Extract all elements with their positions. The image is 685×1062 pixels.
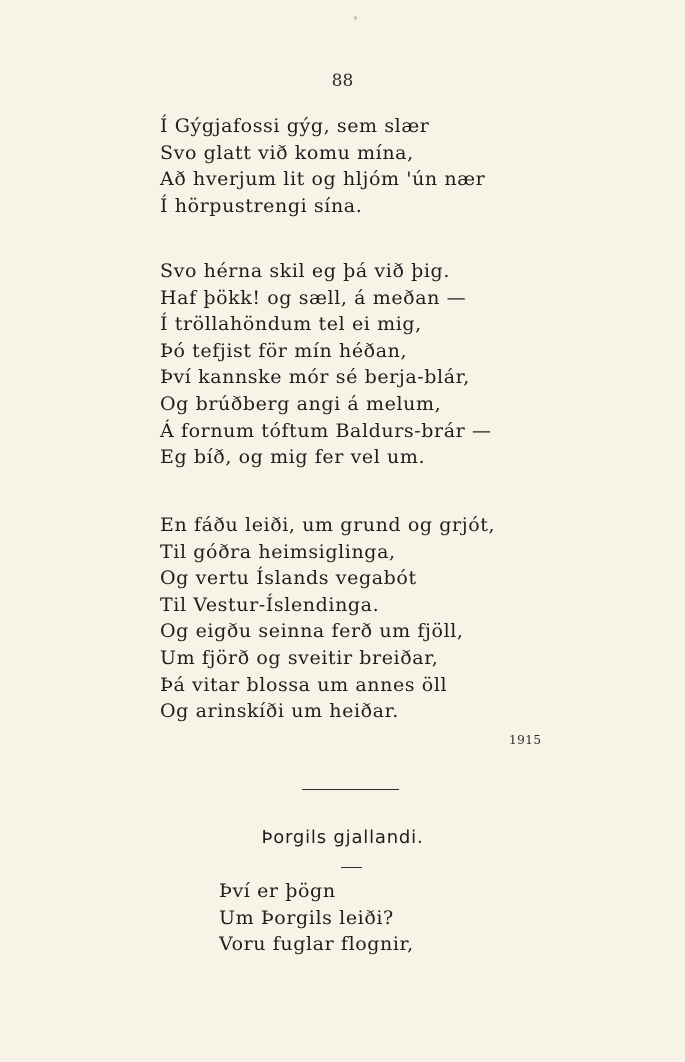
stanza-2: [160, 258, 492, 471]
verse-line: Um Þorgils leiði?: [219, 906, 394, 929]
next-poem-stanza: [219, 878, 414, 958]
verse-line: Haf þökk! og sæll, á meðan —: [160, 286, 467, 309]
section-divider: [302, 789, 399, 790]
verse-line: Svo hérna skil eg þá við þig.: [160, 260, 450, 282]
verse-line: Í Gýgjafossi gýg, sem slær: [160, 115, 430, 137]
verse-line: Þá vitar blossa um annes öll: [160, 673, 448, 696]
verse-line: Svo glatt við komu mína,: [160, 141, 414, 164]
verse-line: Og vertu Íslands vegabót: [160, 567, 417, 590]
verse-line: Þó tefjist för mín héðan,: [160, 339, 408, 362]
title-divider: [341, 867, 362, 868]
verse-line: Voru fuglar flognir,: [219, 933, 414, 956]
stanza-1: [160, 113, 485, 219]
verse-line: Og arinskíði um heiðar.: [160, 700, 399, 723]
verse-line: Til Vestur-Íslendinga.: [160, 593, 380, 616]
verse-line: Eg bíð, og mig fer vel um.: [160, 446, 426, 469]
poem-year: 1915: [509, 733, 542, 747]
verse-line: Í tröllahöndum tel ei mig,: [160, 313, 422, 336]
verse-line: Á fornum tóftum Baldurs-brár —: [160, 419, 492, 442]
verse-line: Að hverjum lit og hljóm 'ún nær: [160, 168, 486, 191]
page-number: 88: [331, 71, 354, 91]
verse-line: Því er þögn: [219, 880, 336, 902]
verse-line: Í hörpustrengi sína.: [160, 194, 363, 217]
verse-line: Um fjörð og sveitir breiðar,: [160, 646, 439, 669]
stanza-3: [160, 512, 495, 725]
poem-title: Þorgils gjallandi.: [261, 827, 424, 848]
verse-line: Og eigðu seinna ferð um fjöll,: [160, 620, 464, 643]
verse-line: Til góðra heimsiglinga,: [160, 540, 396, 563]
verse-line: Því kannske mór sé berja-blár,: [160, 366, 470, 389]
verse-line: Og brúðberg angi á melum,: [160, 392, 442, 415]
verse-line: En fáðu leiði, um grund og grjót,: [160, 514, 496, 536]
paper-speck: [354, 16, 357, 20]
